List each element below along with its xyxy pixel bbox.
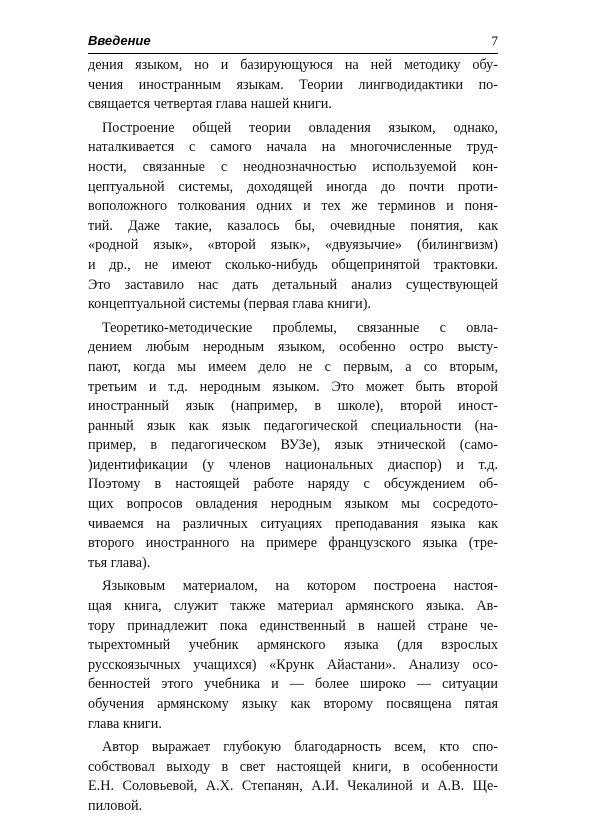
text-line: Теоретико-методические проблемы, связанные с овла- [102, 319, 498, 336]
text-line: наталкивается с самого начала на многочисленные труд- [88, 139, 498, 156]
page-number: 7 [491, 33, 498, 48]
text-line: обучения армянскому языку как второму посвящена пятая [88, 696, 498, 712]
running-header [88, 33, 498, 54]
text-line: свящается четвертая глава нашей книги. [88, 96, 332, 113]
text-line: дения языком, но и базирующуюся на ней методику обу- [88, 57, 498, 73]
text-line: Построение общей теории овладения языком, однако, [102, 119, 498, 136]
paragraph [88, 577, 498, 734]
text-line: тья глава). [88, 554, 151, 571]
text-line: чения иностранным языкам. Теории лингводидактики по- [88, 76, 498, 93]
text-line: пример, в педагогическом ВУЗе), язык этнической (само- [88, 437, 498, 454]
text-line: Языковым материалом, на котором построена настоя- [102, 578, 498, 595]
text-line: тий. Даже такие, казалось бы, очевидные понятия, как [88, 217, 498, 234]
text-line: дением любым неродным языком, особенно остро высту- [88, 339, 498, 356]
text-line: Это заставило нас дать детальный анализ существующей [88, 276, 498, 293]
text-line: третьим и т.д. неродным языком. Это может быть второй [88, 378, 498, 395]
text-line: ности, связанные с неоднозначностью используемой кон- [88, 158, 498, 175]
text-line: концептуальной системы (первая глава книги). [88, 296, 371, 313]
text-line: глава книги. [88, 715, 162, 732]
text-line: Поэтому в настоящей работе наряду с обсуждением об- [88, 476, 498, 493]
text-line: пиловой. [88, 797, 143, 814]
paragraph [88, 56, 498, 115]
text-line: ранный язык как язык педагогической специальности (на- [88, 417, 498, 434]
text-line: «родной язык», «второй язык», «двуязычие» (билингвизм) [88, 237, 498, 254]
paragraph [88, 319, 498, 574]
text-line: пают, когда мы имеем дело не с первым, а со вторым, [88, 358, 498, 375]
text-line: )идентификации (у членов национальных диаспор) и т.д. [88, 456, 498, 473]
text-line: щих вопросов овладения неродным языком мы сосредото- [88, 496, 498, 513]
text-line: второго иностранного на примере французского языка (тре- [88, 535, 498, 552]
text-line: бенностей этого учебника и — более широко — ситуации [88, 676, 498, 693]
section-title: Введение [88, 33, 151, 48]
text-line: Е.Н. Соловьевой, А.Х. Степанян, А.И. Чекалиной и А.В. Ще- [88, 778, 498, 795]
text-line: щая книга, служит также материал армянского языка. Ав- [88, 598, 498, 615]
text-line: тырехтомный учебник армянского языка (для взрослых [88, 637, 498, 654]
text-line: чиваемся на различных ситуациях преподавания языка как [88, 515, 498, 532]
text-line: иностранный язык (например, в школе), второй иност- [88, 398, 498, 415]
text-line: тору принадлежит пока единственный в нашей стране че- [88, 617, 498, 634]
text-line: цептуальной системы, доходящей иногда до почти проти- [88, 178, 498, 195]
text-line: и др., не имеют сколько-нибудь общепринятой трактовки. [88, 256, 498, 273]
text-line: воположного толкования одних и тех же терминов и поня- [88, 198, 498, 215]
text-line: русскоязычных учащихся) «Крунк Айастани». Анализу осо- [88, 656, 498, 673]
text-line: Автор выражает глубокую благодарность всем, кто спо- [102, 739, 498, 756]
paragraph [88, 119, 498, 315]
page-body [88, 56, 498, 821]
text-line: собствовал выходу в свет настоящей книги, в особенности [88, 758, 498, 775]
